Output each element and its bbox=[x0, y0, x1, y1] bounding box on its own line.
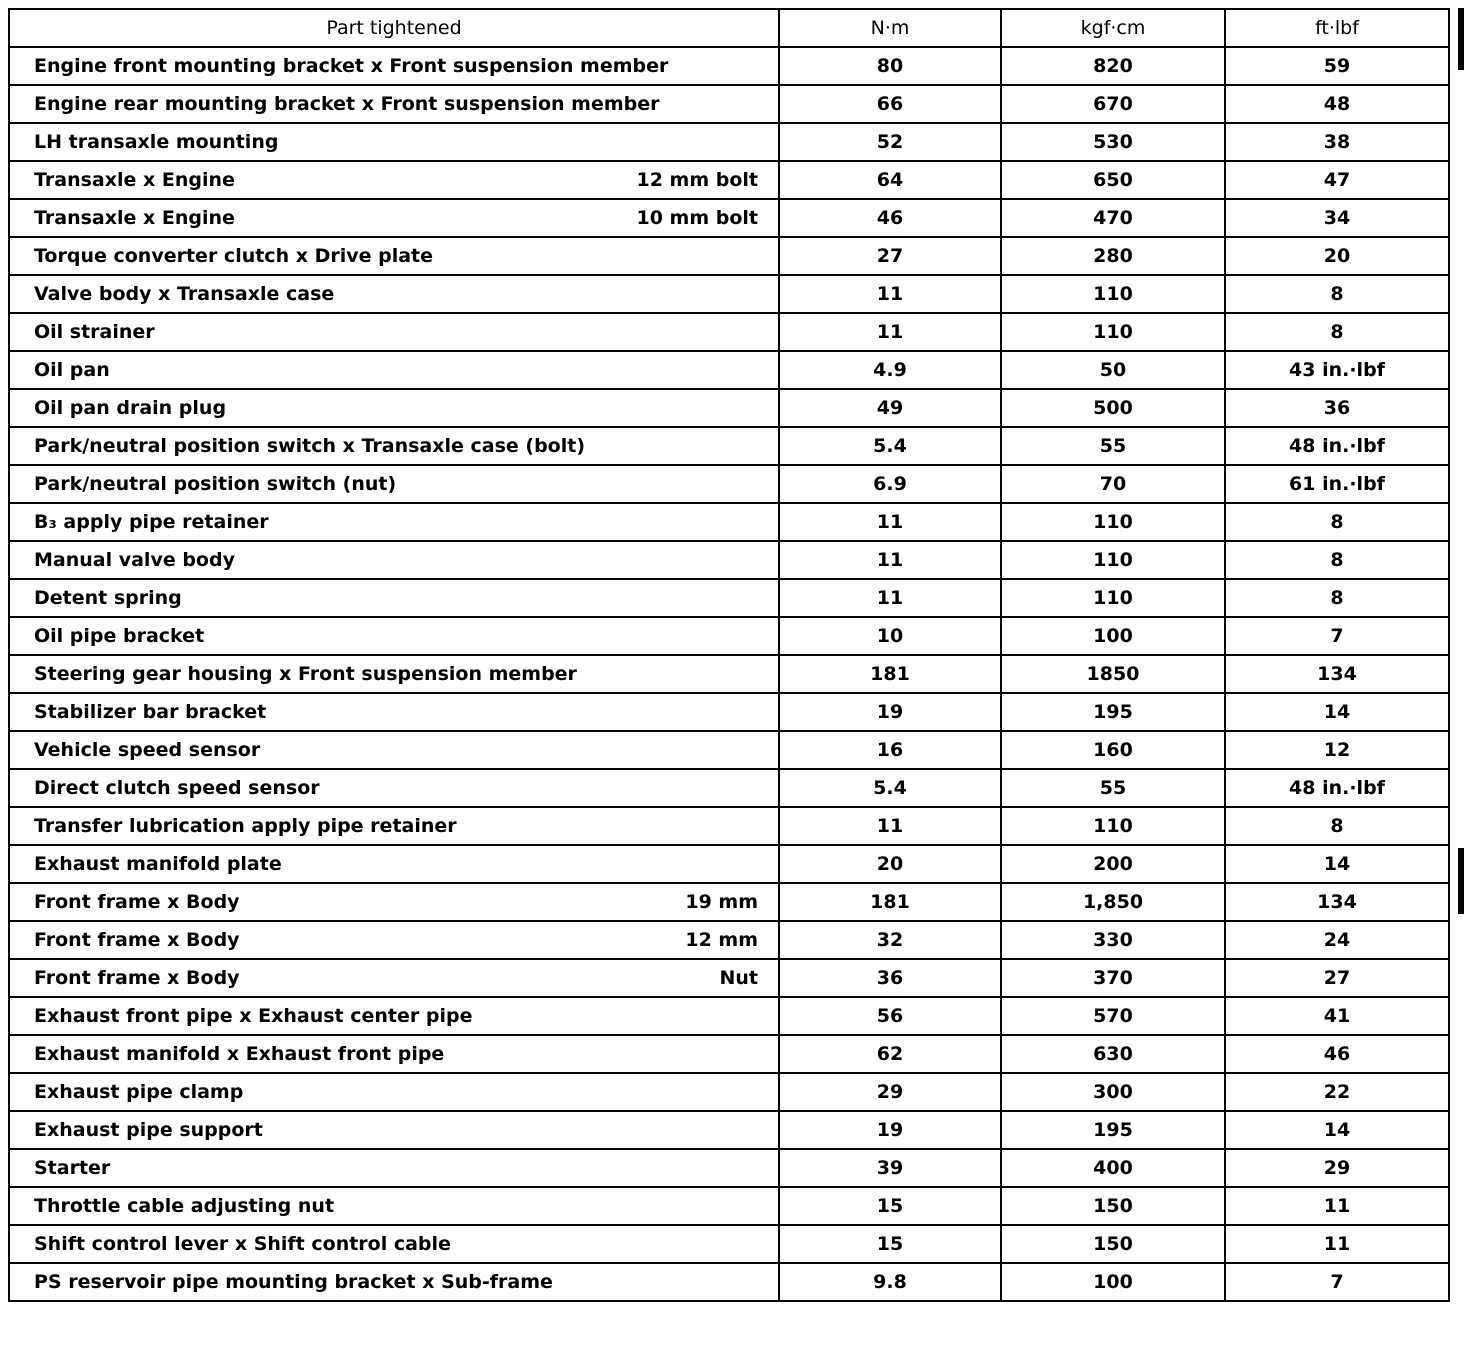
cell-ft: 36 bbox=[1225, 389, 1449, 427]
cell-nm: 62 bbox=[779, 1035, 1001, 1073]
part-name: Transfer lubrication apply pipe retainer bbox=[34, 815, 457, 837]
cell-part bbox=[9, 427, 779, 465]
table-row bbox=[9, 313, 1449, 351]
cell-part bbox=[9, 997, 779, 1035]
cell-ft: 8 bbox=[1225, 313, 1449, 351]
header-kgf: kgf·cm bbox=[1001, 9, 1225, 47]
cell-nm: 39 bbox=[779, 1149, 1001, 1187]
table-row bbox=[9, 845, 1449, 883]
table-row bbox=[9, 959, 1449, 997]
cell-part bbox=[9, 465, 779, 503]
cell-part bbox=[9, 883, 779, 921]
cell-ft: 134 bbox=[1225, 883, 1449, 921]
cell-kgf: 110 bbox=[1001, 275, 1225, 313]
cell-kgf: 110 bbox=[1001, 579, 1225, 617]
table-row bbox=[9, 123, 1449, 161]
cell-part bbox=[9, 313, 779, 351]
cell-ft: 34 bbox=[1225, 199, 1449, 237]
cell-kgf: 70 bbox=[1001, 465, 1225, 503]
cell-part bbox=[9, 199, 779, 237]
header-part: Part tightened bbox=[9, 9, 779, 47]
cell-part bbox=[9, 1111, 779, 1149]
table-row bbox=[9, 237, 1449, 275]
cell-kgf: 400 bbox=[1001, 1149, 1225, 1187]
cell-kgf: 670 bbox=[1001, 85, 1225, 123]
part-name: Front frame x Body bbox=[34, 891, 240, 913]
cell-ft: 61 in.·lbf bbox=[1225, 465, 1449, 503]
cell-part bbox=[9, 1263, 779, 1301]
part-name: Exhaust manifold x Exhaust front pipe bbox=[34, 1043, 445, 1065]
cell-kgf: 570 bbox=[1001, 997, 1225, 1035]
cell-part bbox=[9, 617, 779, 655]
cell-kgf: 650 bbox=[1001, 161, 1225, 199]
cell-nm: 5.4 bbox=[779, 769, 1001, 807]
part-spec: 10 mm bolt bbox=[636, 207, 758, 229]
cell-ft: 11 bbox=[1225, 1187, 1449, 1225]
cell-part bbox=[9, 845, 779, 883]
cell-part bbox=[9, 237, 779, 275]
table-row bbox=[9, 997, 1449, 1035]
torque-spec-table bbox=[8, 8, 1450, 1302]
cell-part bbox=[9, 1149, 779, 1187]
part-name: Direct clutch speed sensor bbox=[34, 777, 320, 799]
part-name: Exhaust manifold plate bbox=[34, 853, 282, 875]
table-row bbox=[9, 427, 1449, 465]
part-name: Detent spring bbox=[34, 587, 182, 609]
cell-part bbox=[9, 693, 779, 731]
cell-ft: 14 bbox=[1225, 693, 1449, 731]
cell-kgf: 150 bbox=[1001, 1187, 1225, 1225]
table-row bbox=[9, 541, 1449, 579]
cell-nm: 19 bbox=[779, 1111, 1001, 1149]
cell-ft: 20 bbox=[1225, 237, 1449, 275]
cell-nm: 10 bbox=[779, 617, 1001, 655]
part-name: Vehicle speed sensor bbox=[34, 739, 261, 761]
cell-kgf: 1,850 bbox=[1001, 883, 1225, 921]
cell-nm: 5.4 bbox=[779, 427, 1001, 465]
table-row bbox=[9, 1035, 1449, 1073]
cell-nm: 32 bbox=[779, 921, 1001, 959]
cell-nm: 15 bbox=[779, 1187, 1001, 1225]
table-row bbox=[9, 351, 1449, 389]
cell-nm: 36 bbox=[779, 959, 1001, 997]
cell-nm: 11 bbox=[779, 541, 1001, 579]
cell-ft: 22 bbox=[1225, 1073, 1449, 1111]
table-row bbox=[9, 85, 1449, 123]
cell-ft: 48 in.·lbf bbox=[1225, 427, 1449, 465]
table-row bbox=[9, 731, 1449, 769]
cell-nm: 20 bbox=[779, 845, 1001, 883]
cell-nm: 80 bbox=[779, 47, 1001, 85]
cell-kgf: 55 bbox=[1001, 427, 1225, 465]
part-name: Manual valve body bbox=[34, 549, 235, 571]
cell-kgf: 200 bbox=[1001, 845, 1225, 883]
part-name: Oil strainer bbox=[34, 321, 155, 343]
cell-nm: 52 bbox=[779, 123, 1001, 161]
cell-ft: 48 in.·lbf bbox=[1225, 769, 1449, 807]
table-row bbox=[9, 921, 1449, 959]
cell-ft: 48 bbox=[1225, 85, 1449, 123]
cell-ft: 8 bbox=[1225, 807, 1449, 845]
cell-ft: 29 bbox=[1225, 1149, 1449, 1187]
cell-nm: 27 bbox=[779, 237, 1001, 275]
cell-nm: 4.9 bbox=[779, 351, 1001, 389]
part-spec: 19 mm bbox=[685, 891, 758, 913]
table-body bbox=[9, 47, 1449, 1301]
cell-part bbox=[9, 275, 779, 313]
part-name: Exhaust pipe support bbox=[34, 1119, 263, 1141]
cell-ft: 7 bbox=[1225, 1263, 1449, 1301]
part-name: Oil pan bbox=[34, 359, 110, 381]
cell-kgf: 110 bbox=[1001, 503, 1225, 541]
cell-part bbox=[9, 1035, 779, 1073]
cell-ft: 8 bbox=[1225, 503, 1449, 541]
cell-nm: 19 bbox=[779, 693, 1001, 731]
part-name: Front frame x Body bbox=[34, 929, 240, 951]
table-row bbox=[9, 161, 1449, 199]
table-row bbox=[9, 617, 1449, 655]
cell-ft: 134 bbox=[1225, 655, 1449, 693]
cell-nm: 181 bbox=[779, 883, 1001, 921]
cell-nm: 11 bbox=[779, 275, 1001, 313]
cell-kgf: 100 bbox=[1001, 617, 1225, 655]
cell-part bbox=[9, 123, 779, 161]
part-name: PS reservoir pipe mounting bracket x Sub-frame bbox=[34, 1271, 553, 1293]
part-name: Exhaust pipe clamp bbox=[34, 1081, 244, 1103]
cell-kgf: 630 bbox=[1001, 1035, 1225, 1073]
table-row bbox=[9, 47, 1449, 85]
cell-kgf: 530 bbox=[1001, 123, 1225, 161]
cell-kgf: 1850 bbox=[1001, 655, 1225, 693]
part-name: Shift control lever x Shift control cable bbox=[34, 1233, 451, 1255]
table-row bbox=[9, 1111, 1449, 1149]
cell-part bbox=[9, 1187, 779, 1225]
part-name: LH transaxle mounting bbox=[34, 131, 279, 153]
cell-kgf: 500 bbox=[1001, 389, 1225, 427]
cell-ft: 11 bbox=[1225, 1225, 1449, 1263]
part-name: Stabilizer bar bracket bbox=[34, 701, 267, 723]
cell-nm: 11 bbox=[779, 579, 1001, 617]
cell-kgf: 110 bbox=[1001, 313, 1225, 351]
cell-kgf: 300 bbox=[1001, 1073, 1225, 1111]
table-row bbox=[9, 693, 1449, 731]
cell-ft: 14 bbox=[1225, 845, 1449, 883]
cell-kgf: 110 bbox=[1001, 807, 1225, 845]
cell-kgf: 820 bbox=[1001, 47, 1225, 85]
cell-nm: 64 bbox=[779, 161, 1001, 199]
part-spec: 12 mm bbox=[685, 929, 758, 951]
cell-kgf: 150 bbox=[1001, 1225, 1225, 1263]
cell-nm: 56 bbox=[779, 997, 1001, 1035]
part-name: Steering gear housing x Front suspension member bbox=[34, 663, 577, 685]
cell-part bbox=[9, 769, 779, 807]
cell-ft: 12 bbox=[1225, 731, 1449, 769]
cell-nm: 16 bbox=[779, 731, 1001, 769]
cell-ft: 14 bbox=[1225, 1111, 1449, 1149]
cell-ft: 47 bbox=[1225, 161, 1449, 199]
cell-ft: 8 bbox=[1225, 541, 1449, 579]
table-row bbox=[9, 465, 1449, 503]
cell-kgf: 195 bbox=[1001, 693, 1225, 731]
table-row bbox=[9, 807, 1449, 845]
cell-kgf: 330 bbox=[1001, 921, 1225, 959]
cell-nm: 29 bbox=[779, 1073, 1001, 1111]
cell-nm: 181 bbox=[779, 655, 1001, 693]
cell-kgf: 50 bbox=[1001, 351, 1225, 389]
table-row bbox=[9, 579, 1449, 617]
revision-bar bbox=[1458, 8, 1464, 70]
cell-part bbox=[9, 731, 779, 769]
cell-part bbox=[9, 389, 779, 427]
part-name: Park/neutral position switch (nut) bbox=[34, 473, 397, 495]
part-name: Front frame x Body bbox=[34, 967, 240, 989]
cell-part bbox=[9, 85, 779, 123]
part-name: Oil pan drain plug bbox=[34, 397, 227, 419]
revision-bar bbox=[1458, 848, 1464, 914]
cell-nm: 15 bbox=[779, 1225, 1001, 1263]
cell-ft: 24 bbox=[1225, 921, 1449, 959]
cell-ft: 8 bbox=[1225, 579, 1449, 617]
header-nm: N·m bbox=[779, 9, 1001, 47]
table-row bbox=[9, 1187, 1449, 1225]
part-name: Engine rear mounting bracket x Front suspension member bbox=[34, 93, 660, 115]
cell-ft: 43 in.·lbf bbox=[1225, 351, 1449, 389]
part-name: Throttle cable adjusting nut bbox=[34, 1195, 335, 1217]
cell-ft: 27 bbox=[1225, 959, 1449, 997]
cell-kgf: 55 bbox=[1001, 769, 1225, 807]
part-name: Oil pipe bracket bbox=[34, 625, 205, 647]
table-row bbox=[9, 389, 1449, 427]
part-name: Torque converter clutch x Drive plate bbox=[34, 245, 434, 267]
part-name: Engine front mounting bracket x Front suspension member bbox=[34, 55, 669, 77]
cell-kgf: 160 bbox=[1001, 731, 1225, 769]
cell-kgf: 370 bbox=[1001, 959, 1225, 997]
part-name: Park/neutral position switch x Transaxle case (bolt) bbox=[34, 435, 586, 457]
header-ft: ft·lbf bbox=[1225, 9, 1449, 47]
cell-part bbox=[9, 351, 779, 389]
cell-part bbox=[9, 503, 779, 541]
table-row bbox=[9, 1073, 1449, 1111]
part-name: Transaxle x Engine bbox=[34, 169, 235, 191]
cell-nm: 66 bbox=[779, 85, 1001, 123]
table-row bbox=[9, 275, 1449, 313]
cell-part bbox=[9, 959, 779, 997]
cell-nm: 49 bbox=[779, 389, 1001, 427]
cell-nm: 9.8 bbox=[779, 1263, 1001, 1301]
cell-part bbox=[9, 161, 779, 199]
cell-nm: 46 bbox=[779, 199, 1001, 237]
cell-part bbox=[9, 1073, 779, 1111]
cell-kgf: 100 bbox=[1001, 1263, 1225, 1301]
cell-ft: 7 bbox=[1225, 617, 1449, 655]
part-name: Transaxle x Engine bbox=[34, 207, 235, 229]
part-name: Exhaust front pipe x Exhaust center pipe bbox=[34, 1005, 473, 1027]
cell-part bbox=[9, 579, 779, 617]
cell-kgf: 280 bbox=[1001, 237, 1225, 275]
cell-nm: 11 bbox=[779, 503, 1001, 541]
table-row bbox=[9, 1263, 1449, 1301]
cell-part bbox=[9, 921, 779, 959]
cell-nm: 11 bbox=[779, 313, 1001, 351]
part-spec: 12 mm bolt bbox=[636, 169, 758, 191]
cell-ft: 46 bbox=[1225, 1035, 1449, 1073]
table-row bbox=[9, 883, 1449, 921]
cell-kgf: 470 bbox=[1001, 199, 1225, 237]
cell-ft: 41 bbox=[1225, 997, 1449, 1035]
table-row bbox=[9, 503, 1449, 541]
cell-part bbox=[9, 655, 779, 693]
table-row bbox=[9, 1225, 1449, 1263]
cell-ft: 59 bbox=[1225, 47, 1449, 85]
table-row bbox=[9, 769, 1449, 807]
part-name: Valve body x Transaxle case bbox=[34, 283, 335, 305]
table-row bbox=[9, 199, 1449, 237]
cell-kgf: 195 bbox=[1001, 1111, 1225, 1149]
header-row bbox=[9, 9, 1449, 47]
cell-part bbox=[9, 541, 779, 579]
part-spec: Nut bbox=[719, 967, 758, 989]
cell-part bbox=[9, 1225, 779, 1263]
cell-kgf: 110 bbox=[1001, 541, 1225, 579]
cell-part bbox=[9, 47, 779, 85]
cell-nm: 6.9 bbox=[779, 465, 1001, 503]
cell-ft: 8 bbox=[1225, 275, 1449, 313]
part-name: Starter bbox=[34, 1157, 111, 1179]
cell-ft: 38 bbox=[1225, 123, 1449, 161]
part-name: B₃ apply pipe retainer bbox=[34, 511, 269, 533]
cell-nm: 11 bbox=[779, 807, 1001, 845]
table-row bbox=[9, 655, 1449, 693]
table-row bbox=[9, 1149, 1449, 1187]
cell-part bbox=[9, 807, 779, 845]
